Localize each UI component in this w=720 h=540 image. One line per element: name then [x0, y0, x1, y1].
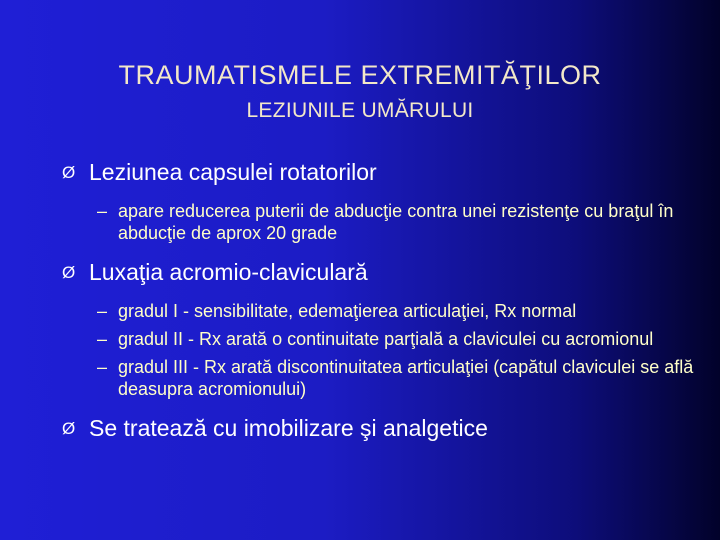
- bullet-item: [62, 158, 702, 186]
- sub-bullet-item: [62, 356, 702, 400]
- bullet-item: [62, 414, 702, 442]
- dash-bullet-icon: –: [97, 329, 108, 349]
- bullet-text: Se tratează cu imobilizare şi analgetice: [89, 415, 488, 441]
- sub-bullet-text: apare reducerea puterii de abducţie contra unei rezistenţe cu braţul în abducţie de aprox 20 grade: [118, 201, 674, 243]
- arrow-bullet-icon: Ø: [62, 419, 76, 438]
- bullet-item: [62, 258, 702, 286]
- dash-bullet-icon: –: [97, 357, 108, 377]
- slide-title: TRAUMATISMELE EXTREMITĂŢILOR: [118, 60, 602, 90]
- dash-bullet-icon: –: [97, 301, 108, 321]
- sub-bullet-text: gradul II - Rx arată o continuitate parţială a claviculei cu acromionul: [118, 329, 654, 349]
- dash-bullet-icon: –: [97, 201, 108, 221]
- arrow-bullet-icon: Ø: [62, 263, 76, 282]
- slide-subtitle: LEZIUNILE UMĂRULUI: [246, 99, 474, 122]
- sub-bullet-group: [62, 200, 702, 244]
- bullet-text: Leziunea capsulei rotatorilor: [89, 159, 377, 185]
- sub-bullet-group: [62, 300, 702, 400]
- sub-bullet-text: gradul III - Rx arată discontinuitatea articulaţiei (capătul claviculei se află deasupra acromionului): [118, 357, 694, 399]
- bullet-list: [62, 158, 702, 462]
- bullet-text: Luxaţia acromio-claviculară: [89, 259, 368, 285]
- arrow-bullet-icon: Ø: [62, 163, 76, 182]
- sub-bullet-text: gradul I - sensibilitate, edemaţierea articulaţiei, Rx normal: [118, 301, 577, 321]
- sub-bullet-item: [62, 328, 702, 350]
- sub-bullet-item: [62, 300, 702, 322]
- sub-bullet-item: [62, 200, 702, 244]
